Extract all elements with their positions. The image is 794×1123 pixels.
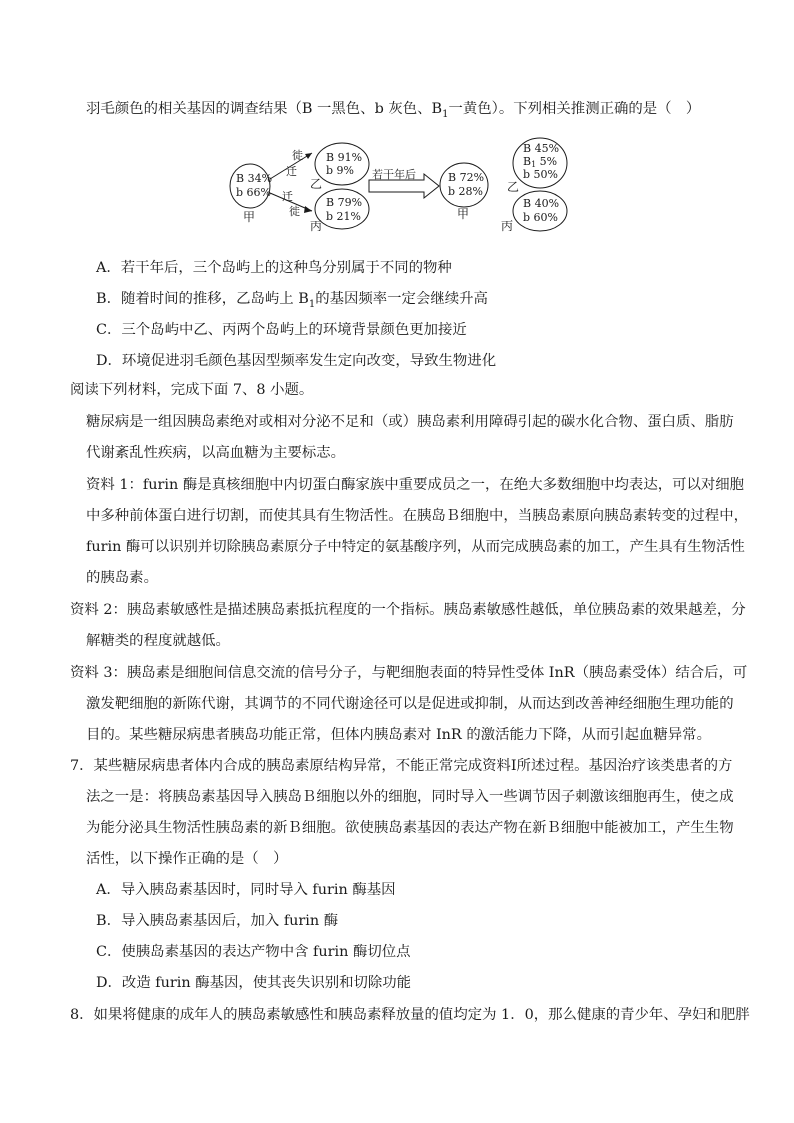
q8-stem-line: 8．如果将健康的成年人的胰岛素敏感性和胰岛素释放量的值均定为 1．0，那么健康的青少年、孕妇和肥胖 <box>70 1007 750 1023</box>
bing-bottom-b-upper: B 79% <box>326 196 363 209</box>
material-1-line: 的胰岛素。 <box>86 570 158 586</box>
bing-right-b-upper: B 40% <box>523 197 560 210</box>
yi-top-b-lower: b 9% <box>326 164 354 177</box>
q6-stem: 羽毛颜色的相关基因的调查结果（B 一黑色、b 灰色、$B_1$一黄色）。下列相关推测正确的是（ ） <box>86 101 701 120</box>
bing-right-b-lower: b 60% <box>523 211 558 224</box>
q7-stem-line: 为能分泌具生物活性胰岛素的新Ｂ细胞。欲使胰岛素基因的表达产物在新Ｂ细胞中能被加工，产生生物 <box>86 820 734 836</box>
q7-option-a: A．导入胰岛素基因时，同时导入 furin 酶基因 <box>96 882 396 898</box>
migrate-top-2: 迁 <box>286 165 297 178</box>
q7-stem-line: 7．某些糖尿病患者体内合成的胰岛素原结构异常，不能正常完成资料Ⅰ所述过程。基因治疗该类患者的方 <box>70 758 733 774</box>
jia-right-b-upper: B 72% <box>448 171 485 184</box>
material-1-line: 资料 1：furin 酶是真核细胞中内切蛋白酶家族中重要成员之一，在绝大多数细胞中均表达，可以对细胞 <box>86 477 745 493</box>
bing-bottom-b-lower: b 21% <box>326 210 361 223</box>
yi-right-b-lower: b 50% <box>523 168 558 181</box>
yi-right-b1: B1 5% <box>523 155 558 169</box>
jia-right-b-lower: b 28% <box>448 185 483 198</box>
q6-option-d: D．环境促进羽毛颜色基因型频率发生定向改变，导致生物进化 <box>96 353 497 369</box>
yi-top-b-upper: B 91% <box>326 151 363 164</box>
reading-prompt: 阅读下列材料，完成下面 7、8 小题。 <box>70 382 314 398</box>
jia-left-label: 甲 <box>243 210 256 224</box>
material-2-line: 解糖类的程度就越低。 <box>86 633 230 649</box>
material-intro-line: 糖尿病是一组因胰岛素绝对或相对分泌不足和（或）胰岛素利用障碍引起的碳水化合物、蛋白质、脂肪 <box>86 414 734 430</box>
migrate-bottom-2: 徙 <box>289 205 300 218</box>
q6-option-a: A．若干年后，三个岛屿上的这种鸟分别属于不同的物种 <box>96 260 452 276</box>
q7-option-d: D．改造 furin 酶基因，使其丧失识别和切除功能 <box>96 975 412 991</box>
bing-bottom-label: 丙 <box>310 219 323 233</box>
island-bing-bottom <box>315 189 369 229</box>
material-intro-line: 代谢紊乱性疾病，以高血糖为主要标志。 <box>86 445 346 461</box>
bing-right-label: 丙 <box>501 219 514 233</box>
migrate-top-1: 徙 <box>292 149 303 162</box>
material-1-line: furin 酶可以识别并切除胰岛素原分子中特定的氨基酸序列，从而完成胰岛素的加工，产生具有生物活性 <box>86 539 745 555</box>
material-3-line: 激发靶细胞的新陈代谢，其调节的不同代谢途径可以是促进或抑制，从而达到改善神经细胞生理功能的 <box>86 696 734 712</box>
jia-right-label: 甲 <box>457 207 470 221</box>
material-3-line: 目的。某些糖尿病患者胰岛功能正常，但体内胰岛素对 InR 的激活能力下降，从而引起血糖异常。 <box>86 727 711 743</box>
q7-option-c: C．使胰岛素基因的表达产物中含 furin 酶切位点 <box>96 944 411 960</box>
material-2-line: 资料 2：胰岛素敏感性是描述胰岛素抵抗程度的一个指标。胰岛素敏感性越低，单位胰岛素的效果越差，分 <box>70 602 746 618</box>
arrowhead-to-bing <box>304 206 312 213</box>
yi-top-label: 乙 <box>310 177 323 191</box>
allele-frequency-diagram <box>226 137 576 233</box>
migrate-bottom-1: 迁 <box>282 190 293 203</box>
q7-stem-line: 法之一是：将胰岛素基因导入胰岛Ｂ细胞以外的细胞，同时导入一些调节因子刺激该细胞再生，使之成 <box>86 789 734 805</box>
jia-left-b-upper: B 34% <box>236 172 273 185</box>
material-1-line: 中多种前体蛋白进行切割，而使其具有生物活性。在胰岛Ｂ细胞中，当胰岛素原向胰岛素转变的过程中， <box>86 508 748 524</box>
q7-option-b: B．导入胰岛素基因后，加入 furin 酶 <box>96 913 339 929</box>
arrowhead-to-yi <box>305 153 312 159</box>
yi-right-b: B 45% <box>523 142 560 155</box>
q6-option-c: C．三个岛屿中乙、丙两个岛屿上的环境背景颜色更加接近 <box>96 322 467 338</box>
time-arrow-label: 若干年后 <box>372 168 416 181</box>
q7-stem-line: 活性，以下操作正确的是（ ） <box>86 851 288 867</box>
yi-right-label: 乙 <box>507 180 520 194</box>
material-3-line: 资料 3：胰岛素是细胞间信息交流的信号分子，与靶细胞表面的特异性受体 InR（胰岛素受体）结合后，可 <box>70 665 748 681</box>
q6-option-b: B．随着时间的推移，乙岛屿上 $B_1$的基因频率一定会继续升高 <box>96 291 488 310</box>
jia-left-b-lower: b 66% <box>236 186 271 199</box>
